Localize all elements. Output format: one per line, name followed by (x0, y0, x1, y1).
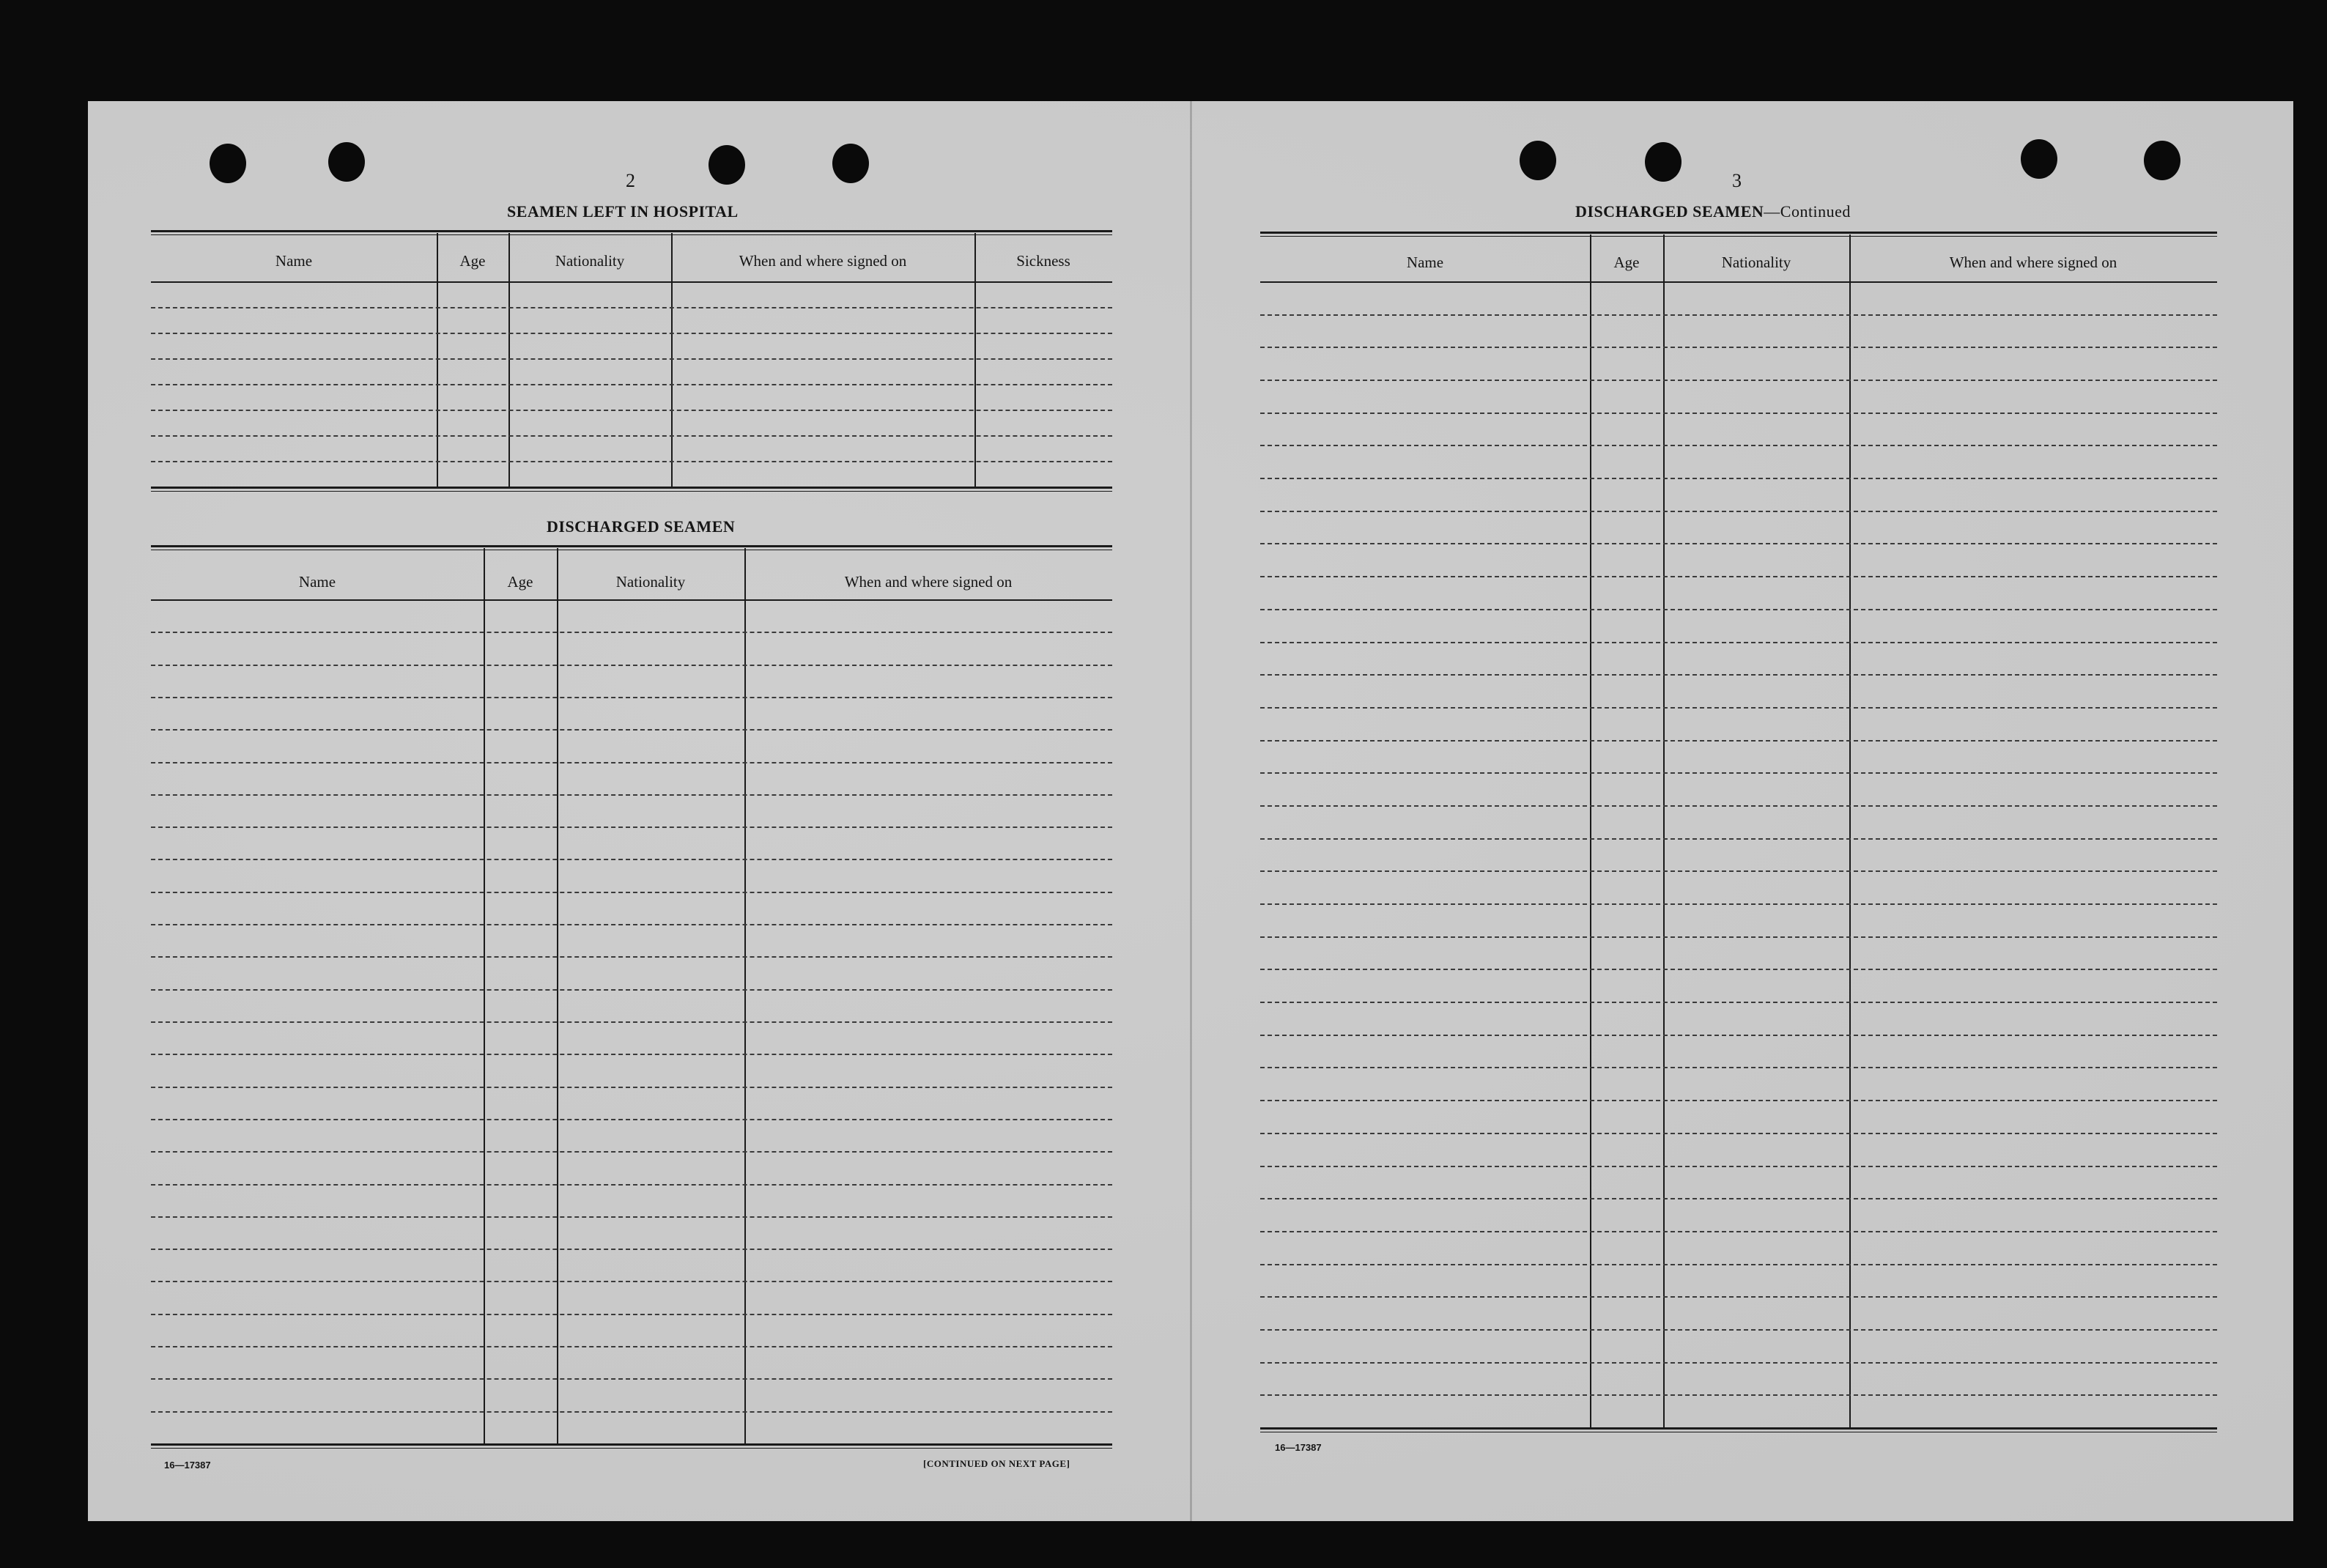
punch-hole (832, 144, 869, 183)
table-row-line (1260, 838, 2217, 840)
column-header: Age (459, 252, 486, 270)
table-row-line (1260, 609, 2217, 610)
column-header: Name (1406, 254, 1444, 271)
column-header: Nationality (1721, 254, 1791, 271)
table-row-line (151, 989, 1112, 991)
column-header: Nationality (555, 252, 625, 270)
header-rule (151, 599, 1112, 601)
table-row-line (151, 956, 1112, 958)
table-row-line (151, 1151, 1112, 1153)
column-header: When and where signed on (1949, 254, 2117, 271)
column-divider (974, 233, 976, 487)
header-rule (151, 281, 1112, 283)
table-row-line (1260, 1002, 2217, 1003)
table-row-line (1260, 936, 2217, 938)
table-row-line (1260, 445, 2217, 446)
column-header: Sickness (1016, 252, 1070, 270)
table-row-line (1260, 413, 2217, 414)
table-row-line (1260, 969, 2217, 970)
table-row-line (151, 665, 1112, 666)
table-bottom-rule (1260, 1427, 2217, 1430)
column-header: Name (298, 573, 336, 591)
table-row-line (1260, 805, 2217, 807)
punch-hole (709, 145, 745, 185)
table-row-line (1260, 314, 2217, 316)
punch-hole (328, 142, 365, 182)
table-row-line (151, 1411, 1112, 1413)
form-code-left: 16—17387 (164, 1460, 211, 1471)
table-row-line (1260, 1166, 2217, 1167)
table-row-line (151, 1119, 1112, 1120)
table-row-line (1260, 1067, 2217, 1068)
table-row-line (151, 1346, 1112, 1347)
page-fold (1190, 101, 1192, 1521)
table-row-line (151, 435, 1112, 437)
table-row-line (151, 697, 1112, 698)
table-row-line (151, 1378, 1112, 1380)
punch-hole (210, 144, 246, 183)
table-row-line (1260, 478, 2217, 479)
table-row-line (151, 794, 1112, 796)
table-row-line (1260, 1394, 2217, 1396)
column-header: Nationality (615, 573, 686, 591)
page-number-left: 2 (626, 170, 635, 191)
table-row-line (1260, 1329, 2217, 1331)
table-row-line (1260, 1100, 2217, 1101)
column-header: When and where signed on (739, 252, 907, 270)
table-row-line (1260, 543, 2217, 544)
table-row-line (1260, 707, 2217, 709)
table-row-line (151, 1314, 1112, 1315)
table-row-line (1260, 511, 2217, 512)
table-row-line (151, 384, 1112, 385)
discharged-section-title-right (1575, 202, 1851, 221)
table-row-line (1260, 576, 2217, 577)
table-row-line (151, 1184, 1112, 1186)
table-row-line (1260, 772, 2217, 774)
table-row-line (1260, 1198, 2217, 1199)
column-divider (484, 548, 485, 1443)
table-row-line (1260, 1133, 2217, 1134)
table-row-line (151, 333, 1112, 334)
table-row-line (151, 924, 1112, 925)
column-divider (557, 548, 558, 1443)
table-row-line (151, 410, 1112, 411)
column-header: Name (275, 252, 313, 270)
table-row-line (151, 762, 1112, 763)
continued-note: [CONTINUED ON NEXT PAGE] (923, 1458, 1070, 1469)
table-row-line (151, 892, 1112, 893)
column-divider (671, 233, 673, 487)
table-row-line (1260, 1264, 2217, 1265)
table-row-line (1260, 1035, 2217, 1036)
table-row-line (151, 1216, 1112, 1218)
table-bottom-rule (151, 1443, 1112, 1446)
table-row-line (151, 1281, 1112, 1282)
table-top-rule (1260, 232, 2217, 234)
column-header: Age (507, 573, 533, 591)
punch-hole (2144, 141, 2180, 180)
table-row-line (151, 1054, 1112, 1055)
table-row-line (151, 632, 1112, 633)
table-row-line (1260, 870, 2217, 872)
punch-hole (2021, 139, 2057, 179)
column-header: When and where signed on (844, 573, 1013, 591)
punch-hole (1645, 142, 1682, 182)
table-row-line (151, 358, 1112, 360)
table-row-line (151, 1249, 1112, 1250)
table-row-line (151, 826, 1112, 828)
table-row-line (151, 859, 1112, 860)
discharged-section-title-left: DISCHARGED SEAMEN (547, 517, 736, 536)
table-row-line (151, 307, 1112, 308)
table-top-rule (151, 545, 1112, 547)
table-row-line (1260, 1362, 2217, 1364)
column-divider (744, 548, 746, 1443)
table-row-line (1260, 903, 2217, 905)
table-row-line (151, 729, 1112, 731)
table-row-line (1260, 380, 2217, 381)
header-rule (1260, 281, 2217, 283)
table-top-rule (151, 230, 1112, 232)
page-number-right: 3 (1732, 170, 1742, 191)
column-divider (508, 233, 510, 487)
table-row-line (151, 461, 1112, 462)
table-row-line (151, 1087, 1112, 1088)
table-row-line (1260, 740, 2217, 742)
table-row-line (1260, 674, 2217, 676)
column-header: Age (1613, 254, 1640, 271)
table-row-line (1260, 1231, 2217, 1232)
table-row-line (1260, 642, 2217, 643)
punch-hole (1520, 141, 1556, 180)
table-row-line (1260, 1296, 2217, 1298)
table-row-line (151, 1021, 1112, 1023)
continued-suffix: —Continued (1764, 202, 1851, 221)
form-code-right: 16—17387 (1275, 1442, 1322, 1453)
discharged-title-text: DISCHARGED SEAMEN (1575, 202, 1764, 221)
table-row-line (1260, 347, 2217, 348)
table-bottom-rule (151, 487, 1112, 489)
hospital-section-title: SEAMEN LEFT IN HOSPITAL (507, 202, 739, 221)
column-divider (437, 233, 438, 487)
document-sheet (88, 101, 2293, 1521)
